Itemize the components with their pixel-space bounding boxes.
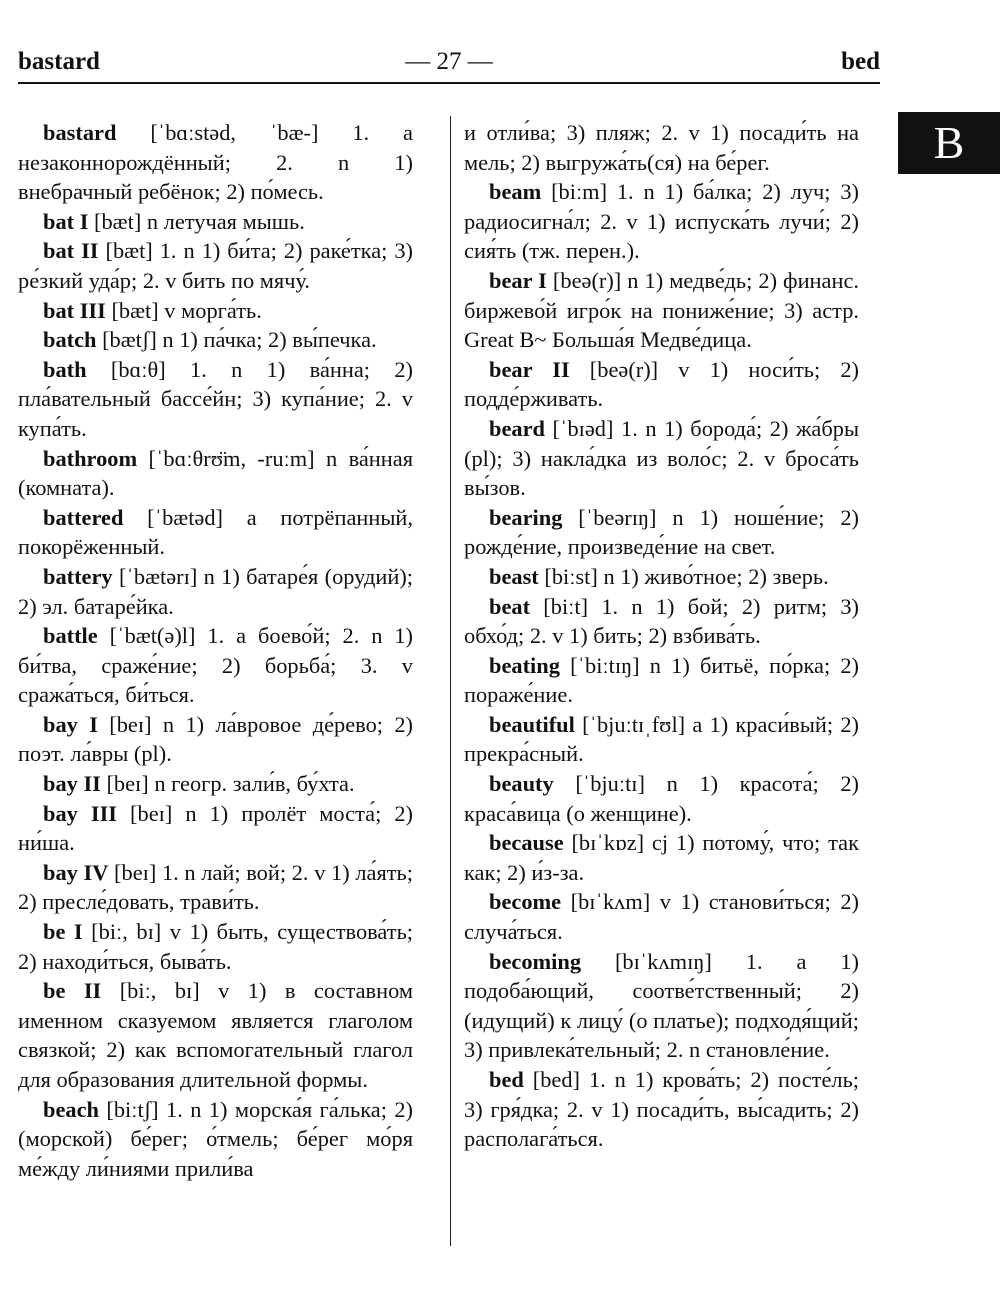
headword: bay III bbox=[43, 800, 118, 826]
dictionary-entry bbox=[18, 976, 413, 1094]
entry-definition: [biː, bɪ] v 1) быть, существова́ть; 2) находи́ться, быва́ть. bbox=[18, 919, 414, 974]
headword: bay I bbox=[43, 711, 98, 737]
headword: bathroom bbox=[43, 445, 138, 471]
headword: become bbox=[489, 889, 562, 915]
dictionary-entry bbox=[18, 503, 413, 562]
entry-definition: [bɪˈkʌmɪŋ] 1. a 1) подоба́ющий, соотве́тственный; 2) (идущий) к лицу́ (о платье); подходя́щий; 3) привлека́тельный; 2. n становле́ние. bbox=[464, 948, 859, 1063]
headword: bearing bbox=[489, 504, 563, 530]
entry-definition: [beə(r)] v 1) носи́ть; 2) подде́рживать. bbox=[464, 356, 859, 412]
entry-definition: [ˈbætəd] a потрёпанный, покорёженный. bbox=[18, 504, 413, 560]
dictionary-entry bbox=[464, 947, 859, 1065]
entry-definition: [bæt] 1. n 1) би́та; 2) раке́тка; 3) ре́зкий уда́р; 2. v бить по мячу́. bbox=[18, 238, 413, 293]
headword: be II bbox=[43, 978, 102, 1004]
entry-definition: [ˈbiːtɪŋ] n 1) битьё, по́рка; 2) пораже́ние. bbox=[464, 652, 859, 708]
entry-definition: [bɑːθ] 1. n 1) ва́нна; 2) пла́вательный бассе́йн; 3) купа́ние; 2. v купа́ть. bbox=[18, 356, 413, 441]
entry-definition: [ˈbjuːtɪˌfʊl] a 1) краси́вый; 2) прекра́сный. bbox=[464, 711, 859, 767]
running-head bbox=[18, 48, 880, 84]
column-divider bbox=[450, 116, 451, 1246]
headword: beauty bbox=[489, 771, 554, 797]
right-column bbox=[464, 118, 859, 1154]
entry-definition: [bæt] v морга́ть. bbox=[105, 297, 262, 323]
entry-continuation bbox=[464, 118, 859, 177]
letter-thumb-tab: B bbox=[898, 112, 1000, 174]
dictionary-entry bbox=[18, 799, 413, 858]
headword: bastard bbox=[43, 120, 117, 145]
entry-definition: [bæt] n летучая мышь. bbox=[88, 208, 305, 234]
headword: bear II bbox=[489, 356, 570, 382]
headword: beautiful bbox=[489, 711, 575, 737]
dictionary-entry bbox=[464, 562, 859, 592]
dictionary-entry bbox=[464, 710, 859, 769]
dictionary-entry bbox=[464, 592, 859, 651]
headword: bat III bbox=[43, 297, 106, 323]
dictionary-entry bbox=[18, 710, 413, 769]
headword: battle bbox=[43, 623, 98, 649]
entry-definition: [bed] 1. n 1) крова́ть; 2) посте́ль; 3) гря́дка; 2. v 1) посади́ть, вы́садить; 2) располага́ться. bbox=[464, 1067, 859, 1152]
dictionary-entry bbox=[464, 887, 859, 946]
dictionary-entry bbox=[464, 355, 859, 414]
entry-definition: [beɪ] n 1) ла́вровое де́рево; 2) поэт. ла́вры (pl). bbox=[18, 711, 413, 767]
dictionary-entry bbox=[464, 1065, 859, 1154]
entry-definition: [biːst] n 1) живо́тное; 2) зверь. bbox=[538, 563, 829, 589]
entry-definition: [biːtʃ] 1. n 1) морска́я га́лька; 2) (морской) бе́рег; о́тмель; бе́рег мо́ря ме́жду ли́ниями прили́ва bbox=[18, 1096, 413, 1181]
dictionary-entry bbox=[18, 325, 413, 355]
headword: bay II bbox=[43, 771, 101, 797]
entry-definition: [biː, bɪ] v 1) в составном именном сказуемом является глаголом связкой; 2) как вспомогательный глагол для образования длительной формы. bbox=[18, 978, 414, 1092]
entry-definition: [ˈbætərɪ] n 1) батаре́я (орудий); 2) эл. батаре́йка. bbox=[18, 563, 413, 619]
headword: bat I bbox=[43, 208, 89, 234]
headword: because bbox=[489, 830, 564, 856]
entry-definition: [ˈbɑːstəd, ˈbæ-] 1. a незаконнорождённый; 2. n 1) внебрачный ребёнок; 2) по́месь. bbox=[18, 120, 413, 205]
dictionary-entry bbox=[18, 917, 413, 976]
dictionary-entry bbox=[18, 769, 413, 799]
entry-definition: [bɪˈkʌm] v 1) станови́ться; 2) случа́ться. bbox=[464, 889, 859, 945]
dictionary-entry bbox=[18, 236, 413, 295]
headword: beach bbox=[43, 1096, 99, 1122]
dictionary-entry bbox=[464, 769, 859, 828]
dictionary-entry bbox=[18, 118, 413, 207]
dictionary-entry bbox=[18, 207, 413, 237]
headword: beam bbox=[489, 179, 542, 205]
dictionary-entry bbox=[464, 651, 859, 710]
headword: be I bbox=[43, 919, 83, 945]
entry-definition: [beə(r)] n 1) медве́дь; 2) финанс. биржево́й игро́к на пониже́ние; 3) астр. Great B~ Больша́я Медве́дица. bbox=[464, 267, 859, 353]
entry-definition: [bɪˈkɒz] cj 1) потому́, что; так как; 2) и́з-за. bbox=[464, 830, 859, 885]
headword: beating bbox=[489, 652, 560, 678]
headword: bath bbox=[43, 356, 87, 382]
entry-definition: [bætʃ] n 1) па́чка; 2) вы́печка. bbox=[96, 327, 377, 353]
left-column bbox=[18, 118, 413, 1183]
entry-definition: [ˈbæt(ə)l] 1. a боево́й; 2. n 1) би́тва, сраже́ние; 2) борьба́; 3. v сража́ться, би́ться. bbox=[18, 623, 413, 708]
headword: becoming bbox=[489, 948, 582, 974]
entry-definition: [ˈbjuːtɪ] n 1) красота́; 2) краса́вица (о женщине). bbox=[464, 771, 859, 826]
dictionary-entry bbox=[18, 562, 413, 621]
dictionary-entry bbox=[464, 503, 859, 562]
entry-definition: [biːm] 1. n 1) ба́лка; 2) луч; 3) радиосигна́л; 2. v 1) испуска́ть лучи́; 2) сия́ть (тж. перен.). bbox=[464, 179, 859, 264]
headword: bat II bbox=[43, 238, 99, 264]
dictionary-entry bbox=[18, 621, 413, 710]
entry-definition: [ˈbɪəd] 1. n 1) борода́; 2) жа́бры (pl); 3) накла́дка из воло́с; 2. v броса́ть вы́зов. bbox=[464, 415, 859, 501]
entry-definition: [ˈbeərɪŋ] n 1) ноше́ние; 2) рожде́ние, произведе́ние на свет. bbox=[464, 504, 859, 560]
page-number: — 27 — bbox=[405, 48, 493, 75]
dictionary-entry bbox=[18, 444, 413, 503]
headword: battered bbox=[43, 504, 124, 530]
entry-definition: [beɪ] n геогр. зали́в, бу́хта. bbox=[100, 771, 355, 797]
dictionary-entry bbox=[18, 858, 413, 917]
dictionary-entry bbox=[464, 177, 859, 266]
headword: battery bbox=[43, 563, 113, 589]
dictionary-entry bbox=[464, 414, 859, 503]
entry-definition: [beɪ] 1. n лай; вой; 2. v 1) ла́ять; 2) пресле́довать, трави́ть. bbox=[18, 859, 413, 915]
guide-word-left: bastard bbox=[18, 48, 100, 75]
headword: beard bbox=[489, 415, 545, 441]
dictionary-entry bbox=[464, 828, 859, 887]
entry-definition: [biːt] 1. n 1) бой; 2) ритм; 3) обхо́д; 2. v 1) бить; 2) взбива́ть. bbox=[464, 593, 859, 649]
dictionary-entry bbox=[464, 266, 859, 355]
guide-word-right: bed bbox=[841, 48, 880, 75]
dictionary-entry bbox=[18, 355, 413, 444]
headword: bear I bbox=[489, 267, 547, 293]
dictionary-entry bbox=[18, 1095, 413, 1184]
entry-definition: [ˈbɑːθrʊ̈m, -ruːm] n ва́нная (комната). bbox=[18, 445, 413, 501]
entry-definition: [beɪ] n 1) пролёт моста́; 2) ни́ша. bbox=[18, 800, 413, 856]
dictionary-entry bbox=[18, 296, 413, 326]
entry-definition: и отли́ва; 3) пляж; 2. v 1) посади́ть на мель; 2) выгружа́ть(ся) на бе́рег. bbox=[464, 120, 859, 175]
headword: beast bbox=[489, 563, 539, 589]
headword: bed bbox=[489, 1067, 524, 1092]
headword: batch bbox=[43, 327, 97, 353]
headword: bay IV bbox=[43, 859, 109, 885]
headword: beat bbox=[489, 593, 531, 619]
